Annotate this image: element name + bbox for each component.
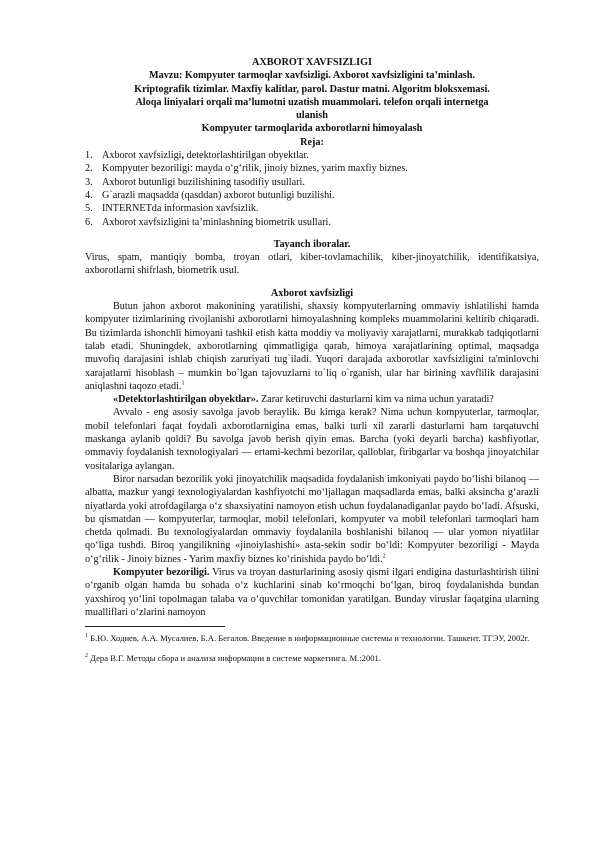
plan-item: 4. G`arazli maqsadda (qasddan) axborot butunligi buzilishi. xyxy=(85,189,335,201)
footnote-ref-2: 2 xyxy=(382,553,386,560)
subtitle-line-1: Mavzu: Kompyuter tarmoqlar xavfsizligi. Axborot xavfsizligini ta’minlash. xyxy=(149,70,475,82)
paragraph-2: «Detektorlashtirilgan obyektlar». Zarar ketiruvchi dasturlarni kim va nima uchun yaratadi? xyxy=(113,394,494,406)
plan-item: 2. Kompyuter bezoriligi: mayda o‘g‘rilik, jinoiy biznes, yarim maxfiy biznes. xyxy=(85,163,408,175)
key-terms-heading: Tayanch iboralar. xyxy=(273,238,351,250)
paragraph-4: Biror narsadan bezorilik yoki jinoyatchilik maqsadida foydalanish imkoniyati paydo bo‘lishi bilanoq — albatta, mazkur yangi texnologiyalardan kashfiyotchi mo‘ljallagan maqsadlarda emas, balki aksincha g‘arazli niyatlarda yoki atrofdagilarga o‘z shaxsiyatini namoyon etish uchun foydalanadiganlar paydo bo‘ladi. Afsuski, bu qismatdan — kompyuterlar, tarmoqlar, mobil telefonlari, kompyuter va mobil telefonlari tarmoqlari ham chetda qolmadi. Bu texnologiyalardan ommaviy foydalanila boshlanishi bilanoq — ular yomon niyatlilar qo‘liga tushdi. Biroq yangilikning «jinoiylashishi» asta-sekin sodir bo‘ldi: Kompyuter bezoriligi - Mayda o‘g‘rilik - Jinoiy biznes - Yarim maxfiy biznes ko‘rinishida paydo bo‘ldi.$^2$ xyxy=(85,473,539,565)
subtitle-line-5: Kompyuter tarmoqlarida axborotlarni himoyalash xyxy=(201,123,423,135)
subtitle-line-2: Kriptografik tizimlar. Maxfiy kalitlar, parol. Dastur matni. Algoritm bloksxemasi. xyxy=(134,83,490,95)
key-terms-text: Virus, spam, mantiqiy bomba, troyan otlari, kiber-tovlamachilik, kiber-jinoyatchilik, identifikatsiya, axborotlarni shifrlash, biometrik usul. xyxy=(85,252,539,277)
footnote-1: $^1$ Б.Ю. Ходиев, А.А. Мусалиев, Б.А. Бегалов. Введение в информационные системы и технологии. Ташкент. ТГЭУ, 2002г. xyxy=(85,633,530,644)
plan-item: 5. INTERNETda informasion xavfsizlik. xyxy=(85,203,259,215)
plan-item: 3. Axborot butunligi buzilishining tasodifiy usullari. xyxy=(85,176,305,188)
paragraph-5: Kompyuter bezoriligi. Virus va troyan dasturlarining asosiy qismi ilgari endigina dasturlashtirish tilini o‘rganib olgan hamda bu sohada o‘z kuchlarini sinab ko‘rmoqchi bo‘lgan, biroq foydalanishda bundan yaxshiroq yo‘lini topolmagan talaba va o‘quvchilar tomonidan yaratilgan. Bunday viruslar faqatgina ularning mualliflari o‘zlarini namoyon xyxy=(85,566,539,618)
section-heading: Axborot xavfsizligi xyxy=(270,287,354,299)
paragraph-3: Avvalo - eng asosiy savolga javob beraylik. Bu kimga kerak? Nima uchun kompyuterlar, tarmoqlar, mobil telefonlari faqat foydali axborotlarnigina emas, balki turli xil zararli dasturlarni ham tarqatuvchi maskanga aylanib qoldi? Bu savolga javob berish qiyin emas. Barcha (yoki deyarli barcha) kashfiyotlar, ommaviy foydalanish texnologiyalari — ertami-kechmi bezorilar, qalloblar, firibgarlar va boshqa jinoyatchilar vositalariga aylangan. xyxy=(85,407,539,472)
subtitle-line-3: Aloqa liniyalari orqali ma’lumotni uzatish muammolari. telefon orqali internetga xyxy=(135,96,489,108)
footnote-2: $^2$ Дера В.Г. Методы сбора и анализа информации в системе маркетинга. М.:2001. xyxy=(85,653,381,664)
plan-item: 1. Axborot xavfsizligi, detektorlashtirilgan obyektlar. xyxy=(85,150,309,162)
plan-item: 6. Axborot xavfsizligini ta’minlashning biometrik usullari. xyxy=(85,216,331,228)
plan-list xyxy=(85,149,539,229)
paragraph-1: Butun jahon axborot makonining yaratilishi, shaxsiy kompyuterlarning ommaviy ishlatilishi hamda kompyuter tizimlarining rivojlanishi axborotlarni himoyalashning kompleks muammolarini keltirib chiqaradi. Bu tizimlarda ishonchli himoyani tashkil etish katta moddiy va moliyaviy xarajatlarni, murakkab tadqiqotlarni talab etadi. Shuningdek, axborotlarning qimmatligiga qarab, himoya xarajatlarining optimal, maqsadga muvofiq darajasini ishlab chiqish zaruriyati tug`iladi. Yuqori darajada axborotlar xavfsizligini ta'minlovchi xarajatlarni hisoblash – mumkin bo`lgan tajovuzlarni to`liq o`rganish, ular har birining xavflilik darajasini aniqlashni taqozo etadi.$^1$ xyxy=(85,301,539,392)
plan-heading: Reja: xyxy=(300,136,324,148)
footnote-separator xyxy=(85,626,225,627)
document-title: AXBOROT XAVFSIZLIGI xyxy=(252,57,372,68)
footnote-ref-1: 1 xyxy=(181,380,185,387)
subtitle-line-4: ulanish xyxy=(296,110,328,122)
